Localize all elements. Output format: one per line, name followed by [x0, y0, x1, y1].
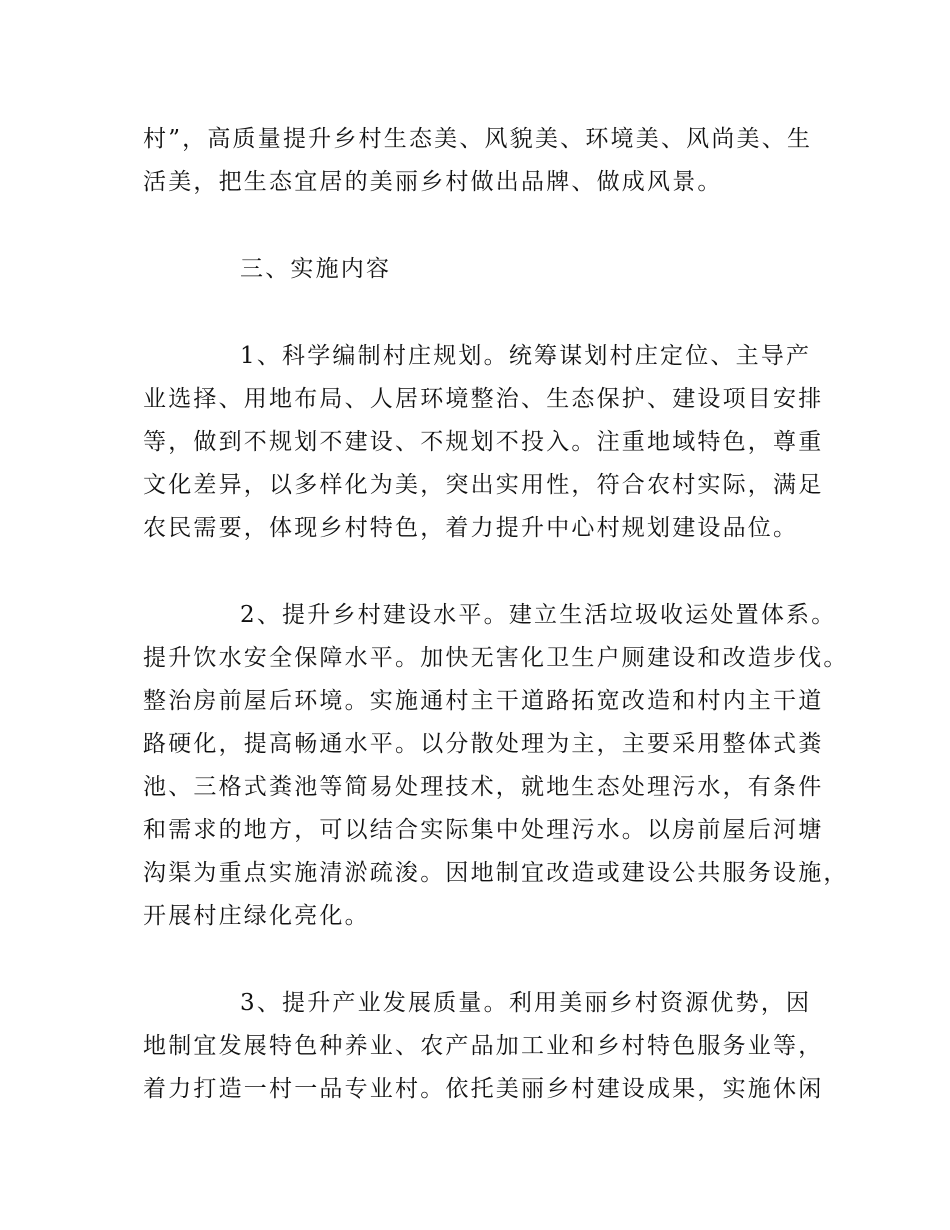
paragraph-line: 1、科学编制村庄规划。统筹谋划村庄定位、主导产	[240, 343, 812, 369]
paragraph-line: 沟渠为重点实施清淤疏浚。因地制宜改造或建设公共服务设施，	[143, 860, 849, 886]
paragraph-line: 和需求的地方，可以结合实际集中处理污水。以房前屋后河塘	[143, 817, 824, 843]
paragraph-line: 池、三格式粪池等简易处理技术，就地生态处理污水，有条件	[143, 774, 824, 800]
paragraph-line: 路硬化，提高畅通水平。以分散处理为主，主要采用整体式粪	[143, 731, 824, 757]
paragraph-line: 文化差异，以多样化为美，突出实用性，符合农村实际，满足	[143, 472, 824, 498]
paragraph-line: 活美，把生态宜居的美丽乡村做出品牌、做成风景。	[143, 169, 723, 195]
paragraph-line: 3、提升产业发展质量。利用美丽乡村资源优势，因	[240, 990, 812, 1016]
paragraph-line: 着力打造一村一品专业村。依托美丽乡村建设成果，实施休闲	[143, 1076, 824, 1102]
section-heading: 三、实施内容	[240, 256, 392, 282]
paragraph-line: 整治房前屋后环境。实施通村主干道路拓宽改造和村内主干道	[143, 688, 824, 714]
paragraph-line: 地制宜发展特色种养业、农产品加工业和乡村特色服务业等，	[143, 1033, 824, 1059]
paragraph-line: 等，做到不规划不建设、不规划不投入。注重地域特色，尊重	[143, 429, 824, 455]
paragraph-line: 2、提升乡村建设水平。建立生活垃圾收运处置体系。	[240, 602, 837, 628]
paragraph-line: 提升饮水安全保障水平。加快无害化卫生户厕建设和改造步伐。	[143, 645, 849, 671]
paragraph-line: 开展村庄绿化亮化。	[143, 903, 370, 929]
paragraph-line: 业选择、用地布局、人居环境整治、生态保护、建设项目安排	[143, 386, 824, 412]
paragraph-line: 农民需要，体现乡村特色，着力提升中心村规划建设品位。	[143, 515, 799, 541]
paragraph-line: 村”，高质量提升乡村生态美、风貌美、环境美、风尚美、生	[143, 126, 813, 152]
